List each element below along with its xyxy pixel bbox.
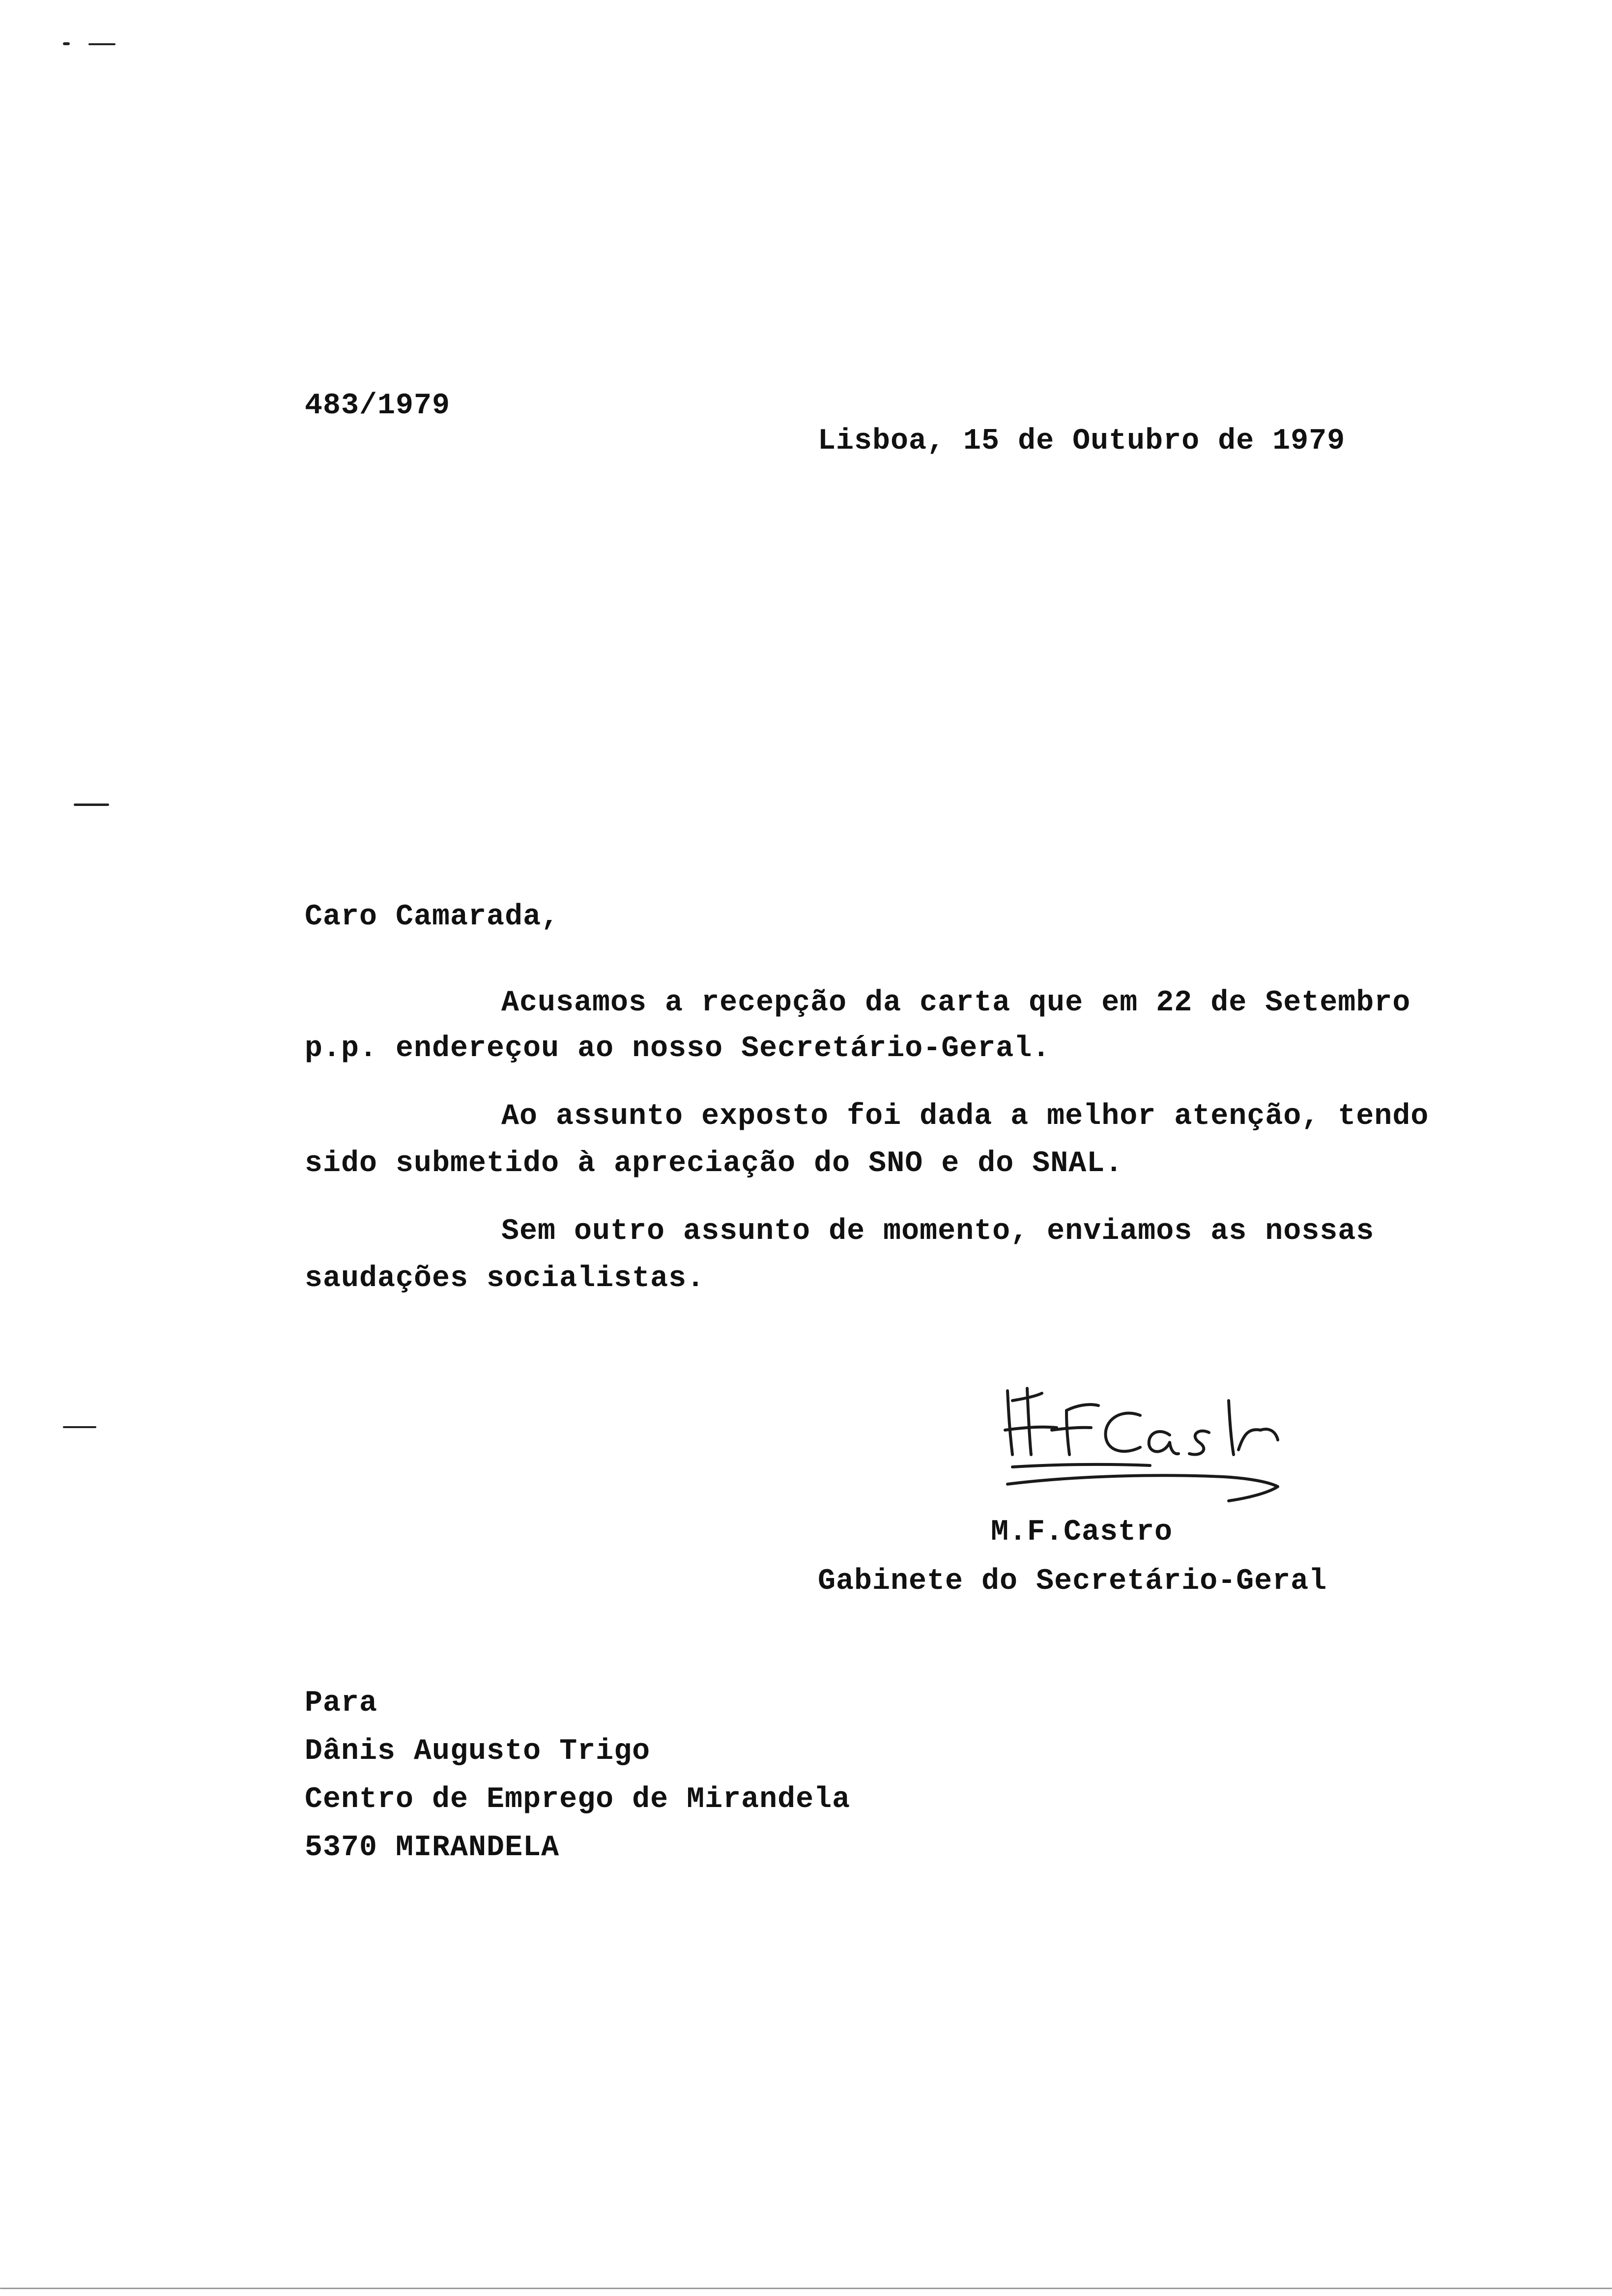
margin-mark-lower	[63, 1426, 96, 1428]
paragraph-2-line-1: Ao assunto exposto foi dada a melhor atenção, tendo	[501, 1100, 1429, 1133]
paragraph-3-line-1: Sem outro assunto de momento, enviamos as nossas	[501, 1215, 1375, 1248]
recipient-address: 5370 MIRANDELA	[305, 1831, 560, 1865]
margin-mark-top-dot	[63, 42, 70, 45]
recipient-organization: Centro de Emprego de Mirandela	[305, 1783, 851, 1816]
paragraph-1-line-2: p.p. endereçou ao nosso Secretário-Geral.	[305, 1032, 1051, 1065]
handwritten-signature	[993, 1381, 1297, 1504]
paragraph-1-line-1: Acusamos a recepção da carta que em 22 de Setembro	[501, 986, 1411, 1020]
paragraph-3-line-2: saudações socialistas.	[305, 1262, 705, 1295]
paragraph-2-line-2: sido submetido à apreciação do SNO e do SNAL.	[305, 1147, 1123, 1180]
signer-office: Gabinete do Secretário-Geral	[818, 1565, 1327, 1598]
bottom-edge-line	[0, 2288, 1612, 2289]
salutation: Caro Camarada,	[305, 900, 560, 934]
recipient-label: Para	[305, 1687, 378, 1720]
reference-number: 483/1979	[305, 389, 451, 423]
margin-mark-top	[88, 43, 115, 45]
signer-name: M.F.Castro	[991, 1516, 1173, 1549]
margin-mark-middle	[74, 804, 109, 806]
recipient-name: Dânis Augusto Trigo	[305, 1735, 651, 1768]
date-line: Lisboa, 15 de Outubro de 1979	[818, 425, 1346, 458]
